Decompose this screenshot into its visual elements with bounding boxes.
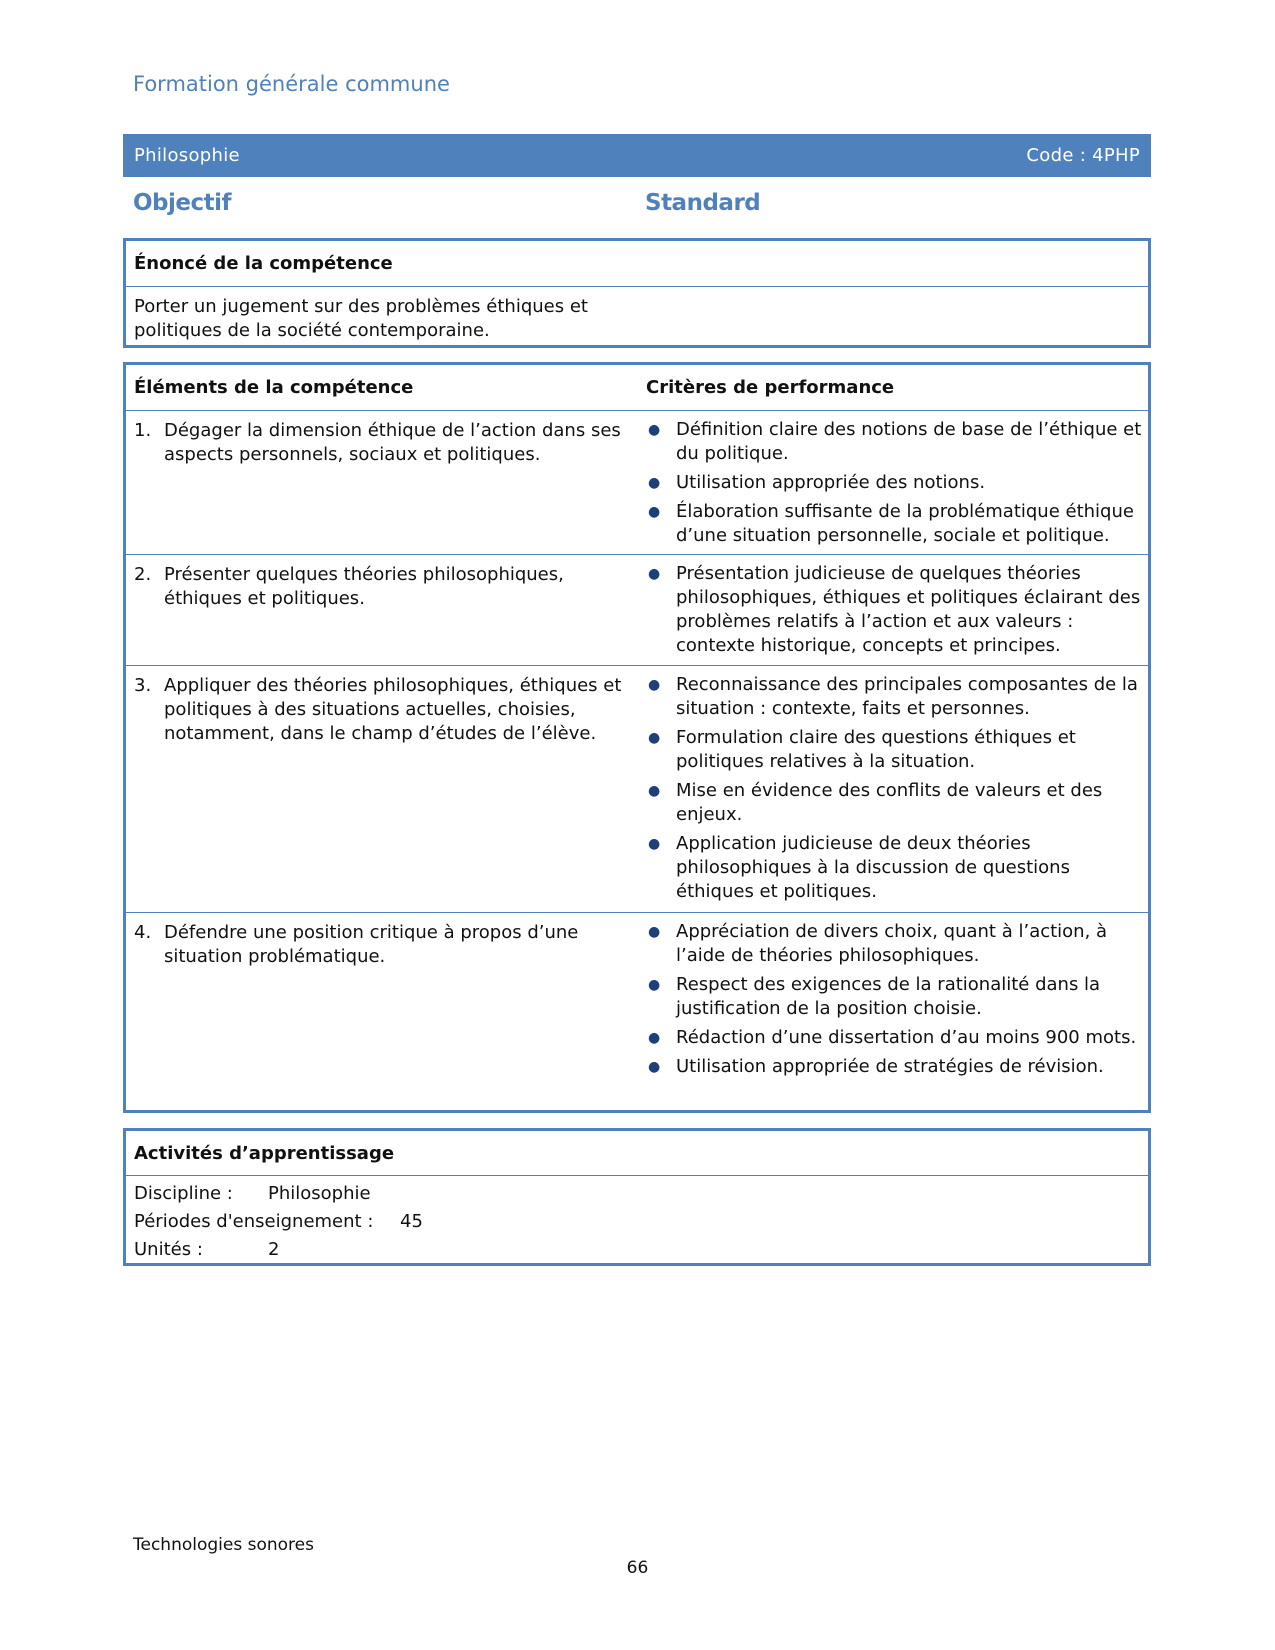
- enonce-box: [123, 238, 1151, 348]
- criterion-item: ● Application judicieuse de deux théories philosophiques à la discussion de questions éthiques et politiques.: [648, 833, 1070, 902]
- discipline-row: [134, 1180, 1140, 1208]
- table-row: [126, 913, 1148, 1109]
- table-row: [126, 666, 1148, 913]
- element-number: 1.: [134, 420, 152, 441]
- element-number: 2.: [134, 564, 152, 585]
- objectif-heading: Objectif: [133, 190, 232, 216]
- bullet-icon: ●: [648, 475, 661, 491]
- criterion-item: ● Utilisation appropriée des notions.: [648, 472, 986, 493]
- criteria-header: Critères de performance: [646, 377, 895, 398]
- activites-header: Activités d’apprentissage: [126, 1131, 1148, 1176]
- criterion-item: ● Formulation claire des questions éthiques et politiques relatives à la situation.: [648, 727, 1076, 772]
- criterion-item: ● Reconnaissance des principales composantes de la situation : contexte, faits et personnes.: [648, 674, 1138, 719]
- unites-row: [134, 1236, 1140, 1264]
- bullet-icon: ●: [648, 783, 661, 799]
- course-subject: Philosophie: [134, 145, 240, 166]
- activites-box: [123, 1128, 1151, 1266]
- periodes-label: Périodes d'enseignement :: [134, 1211, 374, 1232]
- periodes-row: [134, 1208, 1140, 1236]
- criterion-item: ● Appréciation de divers choix, quant à l’action, à l’aide de théories philosophiques.: [648, 921, 1108, 966]
- criteria-list: [646, 913, 1148, 1109]
- table-row: [126, 411, 1148, 555]
- bullet-icon: ●: [648, 1030, 661, 1046]
- footer-program: Technologies sonores: [133, 1535, 314, 1555]
- element-text: Défendre une position critique à propos d’une situation problématique.: [164, 922, 579, 967]
- discipline-label: Discipline :: [134, 1183, 233, 1204]
- bullet-icon: ●: [648, 924, 661, 940]
- unites-value: 2: [268, 1239, 280, 1260]
- elements-table-header: [126, 365, 1148, 411]
- bullet-icon: ●: [648, 566, 661, 582]
- element-text: Présenter quelques théories philosophiques, éthiques et politiques.: [164, 564, 564, 609]
- enonce-text: Porter un jugement sur des problèmes éthiques et politiques de la société contemporaine.: [134, 296, 588, 341]
- activites-details: [126, 1176, 1148, 1268]
- criterion-item: ● Élaboration suffisante de la problématique éthique d’une situation personnelle, sociale et politique.: [648, 501, 1134, 546]
- bullet-icon: ●: [648, 977, 661, 993]
- criterion-item: ● Présentation judicieuse de quelques théories philosophiques, éthiques et politiques éclairant des problèmes relatifs à l’action et aux valeurs : contexte historique, concepts et principes.: [648, 563, 1141, 656]
- course-banner: [123, 134, 1151, 177]
- bullet-icon: ●: [648, 422, 661, 438]
- elements-header: Éléments de la compétence: [134, 377, 414, 398]
- bullet-icon: ●: [648, 1059, 661, 1075]
- elements-table: [123, 362, 1151, 1113]
- criteria-list: [646, 555, 1148, 665]
- criteria-list: [646, 411, 1148, 554]
- criterion-item: ● Définition claire des notions de base de l’éthique et du politique.: [648, 419, 1142, 464]
- periodes-value: 45: [400, 1211, 423, 1232]
- element-number: 3.: [134, 675, 152, 696]
- criterion-item: ● Mise en évidence des conflits de valeurs et des enjeux.: [648, 780, 1103, 825]
- criterion-item: ● Rédaction d’une dissertation d’au moins 900 mots.: [648, 1027, 1137, 1048]
- element-number: 4.: [134, 922, 152, 943]
- criteria-list: [646, 666, 1148, 912]
- bullet-icon: ●: [648, 836, 661, 852]
- criterion-item: ● Respect des exigences de la rationalité dans la justification de la position choisie.: [648, 974, 1101, 1019]
- table-row: [126, 555, 1148, 666]
- element-text: Appliquer des théories philosophiques, éthiques et politiques à des situations actuelles, choisies, notamment, dans le champ d’études de l’élève.: [164, 675, 622, 744]
- section-title: Formation générale commune: [133, 72, 450, 96]
- column-headings: [0, 190, 1275, 226]
- enonce-header: Énoncé de la compétence: [126, 241, 1148, 287]
- page-number: 66: [626, 1558, 649, 1578]
- bullet-icon: ●: [648, 504, 661, 520]
- bullet-icon: ●: [648, 677, 661, 693]
- standard-heading: Standard: [645, 190, 761, 216]
- unites-label: Unités :: [134, 1239, 203, 1260]
- bullet-icon: ●: [648, 730, 661, 746]
- element-text: Dégager la dimension éthique de l’action dans ses aspects personnels, sociaux et politiques.: [164, 420, 621, 465]
- course-code: Code : 4PHP: [1026, 145, 1140, 166]
- discipline-value: Philosophie: [268, 1183, 371, 1204]
- criterion-item: ● Utilisation appropriée de stratégies de révision.: [648, 1056, 1104, 1077]
